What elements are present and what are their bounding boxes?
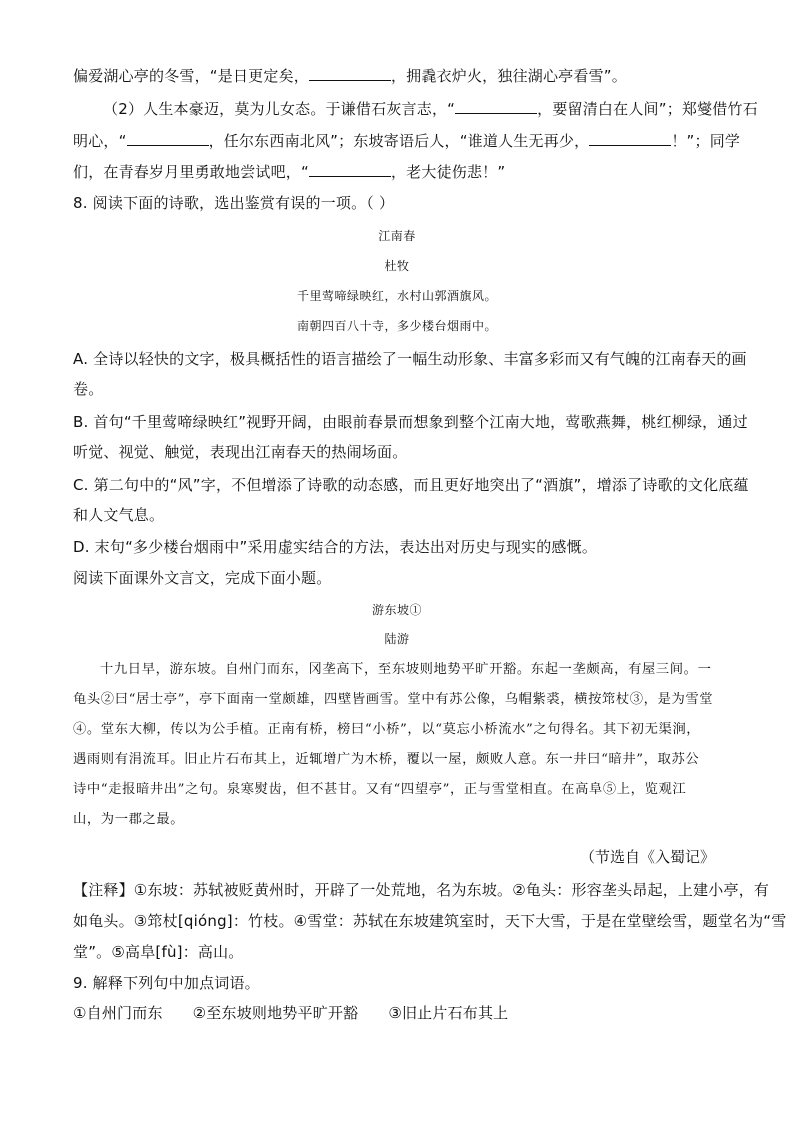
- option-a-line-1: A. 全诗以轻快的文字，极具概括性的语言描绘了一幅生动形象、丰富多彩而又有气魄的江南春天的画: [73, 350, 747, 368]
- answer-blank[interactable]: [309, 67, 391, 81]
- passage-line-6: 山，为一郡之最。: [73, 812, 185, 827]
- notes-line-3: 堂”。⑤高阜[fù]：高山。: [73, 943, 244, 961]
- passage-line-2: 龟头②曰“居士亭”，亭下面南一堂颇雄，四壁皆画雪。堂中有苏公像，乌帽紫裘，横按筇杖③，是为雪堂: [73, 692, 714, 707]
- passage-line-3: ④。堂东大柳，传以为公手植。正南有桥，榜曰“小桥”，以“莫忘小桥流水”之句得名。其下初无渠涧，: [73, 722, 701, 737]
- poem-title: 江南春: [378, 229, 416, 243]
- poem-line-1: 千里莺啼绿映红，水村山郭酒旗风。: [296, 289, 497, 303]
- passage-line-4: 遇雨则有涓流耳。旧止片石布其上，近辄增广为木桥，覆以一屋，颇败人意。东一井曰“暗井”，取苏公: [73, 752, 700, 767]
- passage-intro: 阅读下面课外文言文，完成下面小题。: [73, 569, 332, 587]
- passage-line-1: 十九日早，游东坡。自州门而东，冈垄高下，至东坡则地势平旷开豁。东起一垄颇高，有屋三间。一: [100, 662, 712, 677]
- answer-blank[interactable]: [589, 132, 671, 146]
- answer-blank[interactable]: [127, 132, 209, 146]
- q9-item-2: ②至东坡则地势平旷开豁: [192, 1004, 359, 1022]
- q9-stem: 9. 解释下列句中加点词语。: [73, 974, 260, 992]
- poem-author: 杜牧: [384, 259, 410, 273]
- passage-line-5: 诗中“走报暗井出”之句。泉寒熨齿，但不甚甘。又有“四望亭”，正与雪堂相直。在高阜⑤上，览观江: [73, 782, 687, 797]
- notes-line-1: 【注释】①东坡：苏轼被贬黄州时，开辟了一处荒地，名为东坡。②龟头：形容垄头昂起，上建小亭，有: [73, 881, 770, 899]
- passage-source: （节选自《入蜀记》: [579, 848, 715, 866]
- notes-line-2: 如龟头。③筇杖[qióng]：竹枝。④雪堂：苏轼在东坡建筑室时，天下大雪，于是在堂壁绘雪，题堂名为“雪: [73, 912, 787, 930]
- q7-line-4: 们，在青春岁月里勇敢地尝试吧，“ ，老大徒伤悲！”: [73, 163, 506, 181]
- q7-line-1: 偏爱湖心亭的冬雪，“是日更定矣， ，拥毳衣炉火，独往湖心亭看雪”。: [73, 67, 627, 85]
- answer-blank[interactable]: [455, 100, 537, 114]
- poem-line-2: 南朝四百八十寺，多少楼台烟雨中。: [296, 319, 497, 333]
- q9-item-3: ③旧止片石布其上: [388, 1004, 509, 1022]
- answer-blank[interactable]: [309, 163, 391, 177]
- passage-author: 陆游: [384, 632, 410, 646]
- q7-line-3: 明心，“ ，任尔东西南北风”；东坡寄语后人，“谁道人生无再少， ！”；同学: [73, 132, 741, 150]
- q8-stem: 8. 阅读下面的诗歌，选出鉴赏有误的一项。（ ）: [73, 194, 395, 212]
- q7-line-2: （2）人生本豪迈，莫为儿女态。于谦借石灰言志，“ ，要留清白在人间”；郑燮借竹石: [103, 100, 758, 118]
- q9-item-1: ①自州门而东: [73, 1004, 163, 1022]
- option-b-line-2: 听觉、视觉、触觉，表现出江南春天的热闹场面。: [73, 443, 408, 461]
- q9-items: [73, 1003, 722, 1023]
- option-c-line-1: C. 第二句中的“风”字，不但增添了诗歌的动态感，而且更好地突出了“酒旗”，增添了诗歌的文化底蕴: [73, 476, 749, 494]
- option-a-line-2: 卷。: [73, 380, 104, 398]
- option-d: D. 末句“多少楼台烟雨中”采用虚实结合的方法，表达出对历史与现实的感慨。: [73, 538, 598, 556]
- option-c-line-2: 和人文气息。: [73, 506, 165, 524]
- passage-title: 游东坡①: [371, 603, 422, 617]
- option-b-line-1: B. 首句“千里莺啼绿映红”视野开阔，由眼前春景而想象到整个江南大地，莺歌燕舞，桃红柳绿，通过: [73, 413, 748, 431]
